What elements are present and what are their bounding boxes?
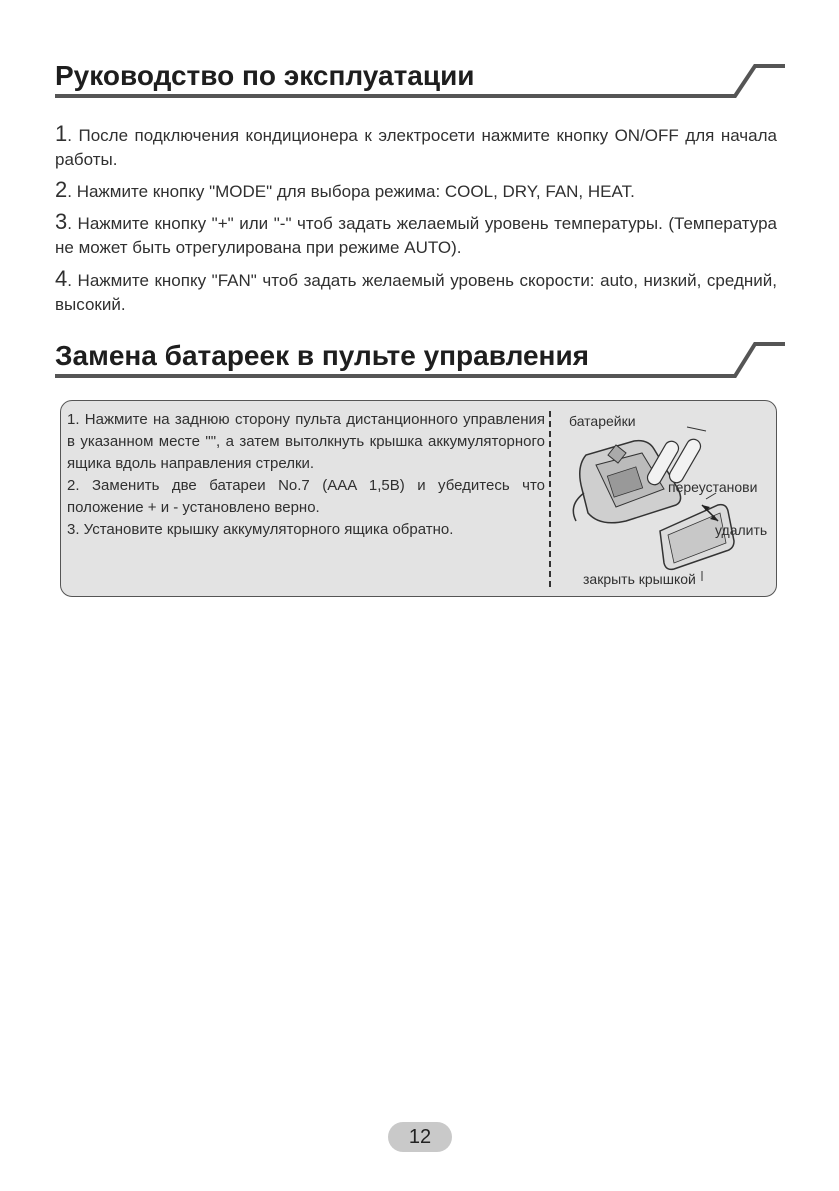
battery-instructions-box xyxy=(60,400,777,597)
header-rule xyxy=(55,330,785,380)
instruction-1: 1. Нажмите на заднюю сторону пульта дистанционного управления в указанном месте "", а затем вытолкнуть крышка аккумуляторного ящика вдоль направления стрелки. xyxy=(67,411,545,472)
step-1 xyxy=(55,122,777,172)
step-text: . Нажмите кнопку "FAN" чтоб задать желаемый уровень скорости: auto, низкий, средний, высокий. xyxy=(55,271,777,314)
instruction-2: 2. Заменить две батареи No.7 (AAA 1,5В) и убедитесь что положение + и - установлено верно. xyxy=(67,477,545,516)
step-number: 3 xyxy=(55,209,68,234)
step-number: 2 xyxy=(55,177,68,202)
label-reinstall: переустанови xyxy=(668,479,758,495)
step-3 xyxy=(55,210,777,260)
step-text: . После подключения кондиционера к электросети нажмите кнопку ON/OFF для начала работы. xyxy=(55,126,777,169)
remote-battery-diagram xyxy=(556,409,771,589)
step-number: 4 xyxy=(55,266,68,291)
label-remove: удалить xyxy=(715,522,768,538)
step-4 xyxy=(55,267,777,317)
step-text: . Нажмите кнопку "+" или "-" чтоб задать желаемый уровень температуры. (Температура не может быть отрегулирована при режиме AUTO). xyxy=(55,214,777,257)
step-number: 1 xyxy=(55,121,68,146)
page-number-badge: 12 xyxy=(388,1122,452,1152)
header-rule xyxy=(55,50,785,100)
label-close-cover: закрыть крышкой xyxy=(583,571,696,587)
dashed-separator xyxy=(549,411,551,587)
label-batteries: батарейки xyxy=(569,413,636,429)
section-title-manual: Руководство по эксплуатации xyxy=(55,60,475,91)
section-title-batteries: Замена батареек в пульте управления xyxy=(55,340,590,371)
step-2 xyxy=(55,178,777,204)
step-text: . Нажмите кнопку "MODE" для выбора режима: COOL, DRY, FAN, HEAT. xyxy=(67,182,635,201)
battery-instructions-text xyxy=(67,409,545,541)
section-header-batteries xyxy=(55,330,785,380)
section-header-manual xyxy=(55,50,785,100)
instruction-3: 3. Установите крышку аккумуляторного ящика обратно. xyxy=(67,521,454,538)
